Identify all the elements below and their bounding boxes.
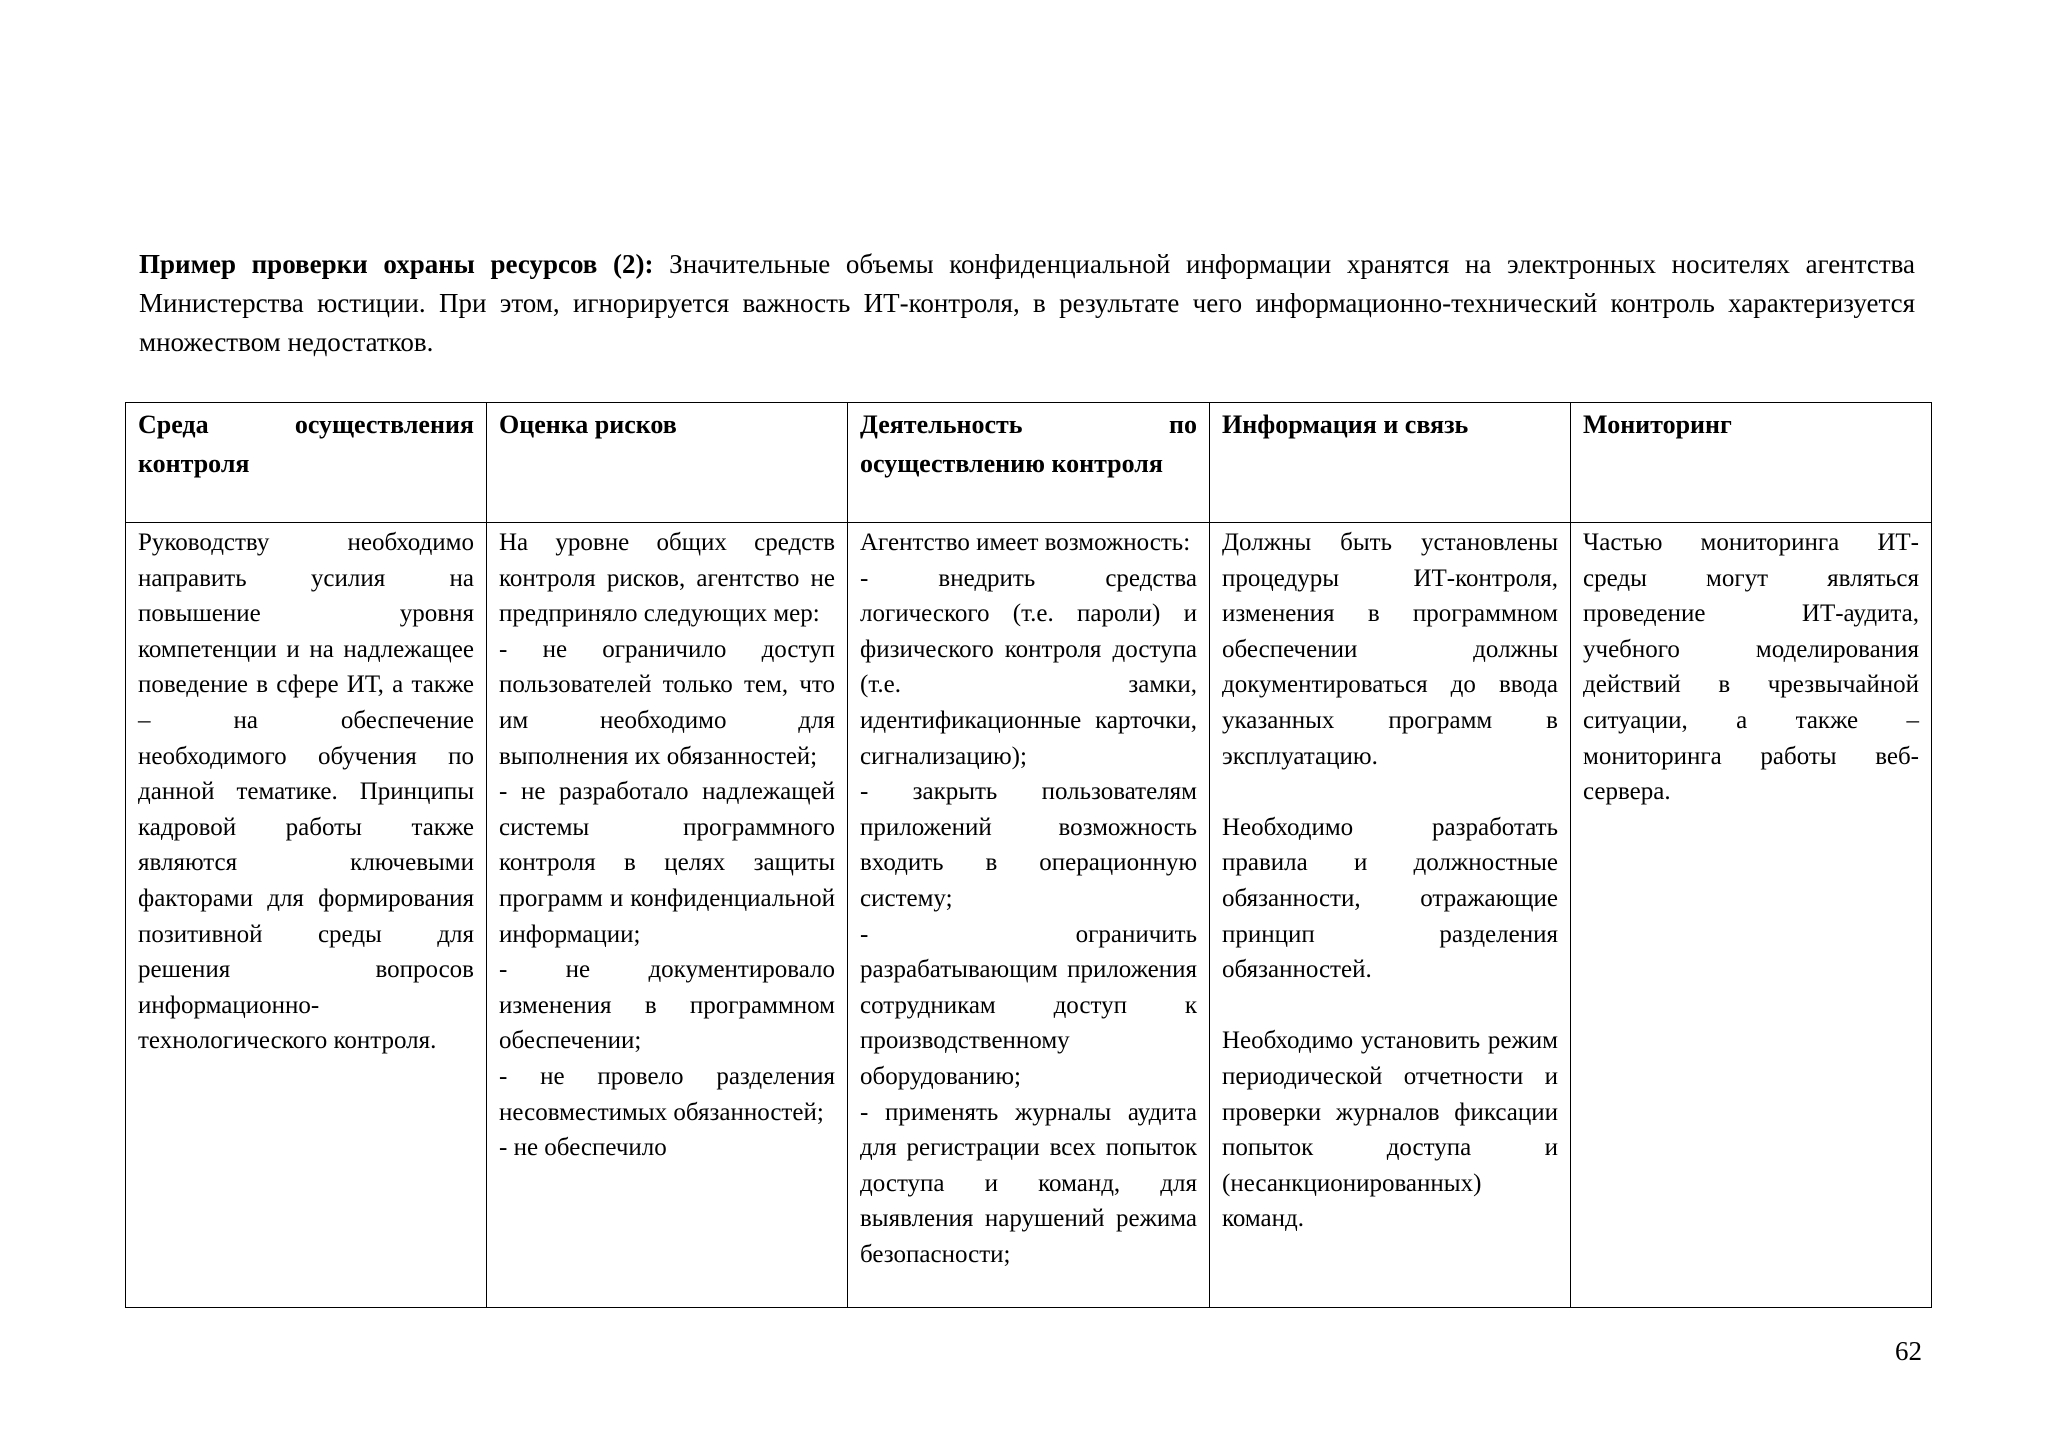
table-row	[126, 523, 1932, 1308]
intro-text: Значительные объемы конфиденциальной информации хранятся на электронных носителях агентства Министерства юстиции. При этом, игнорируется важность ИТ-контроля, в результате чего информационно-технический контроль характеризуется множеством недостатков.	[139, 249, 1915, 357]
cell-text: Руководству необходимо направить усилия на повышение уровня компетенции и на надлежащее поведение в сфере ИТ, а также – на обеспечение необходимого обучения по данной тематике. Принципы кадровой работы также являются ключевыми факторами для формирования позитивной среды для решения вопросов информационно-технологического контроля.	[138, 529, 474, 1055]
cell-text: Должны быть установлены процедуры ИТ-контроля, изменения в программном обеспечении должны документироваться до ввода указанных программ в эксплуатацию. Необходимо разработать правила и должностные обязанности, отражающие принцип разделения обязанностей. Необходимо установить режим периодической отчетности и проверки журналов фиксации попыток доступа и (несанкционированных) команд.	[1222, 529, 1558, 1233]
cell-control-environment	[126, 523, 487, 1308]
page-number: 62	[1895, 1336, 1922, 1366]
header-risk-assessment: Оценка рисков	[487, 403, 848, 523]
cell-text: На уровне общих средств контроля рисков, агентство не предприняло следующих мер: - не ограничило доступ пользователей только тем, что им необходимо для выполнения их обязанностей; - не разработало надлежащей системы программного контроля в целях защиты программ и конфиденциальной информации; - не документировало изменения в программном обеспечении; - не провело разделения несовместимых обязанностей; - не обеспечило	[499, 529, 835, 1162]
cell-text: Частью мониторинга ИТ-среды могут являться проведение ИТ-аудита, учебного моделирования действий в чрезвычайной ситуации, а также – мониторинга работы веб-сервера.	[1583, 529, 1919, 806]
cell-monitoring	[1571, 523, 1932, 1308]
cell-control-activities	[848, 523, 1210, 1308]
header-monitoring: Мониторинг	[1571, 403, 1932, 523]
cell-information-communication	[1210, 523, 1571, 1308]
cell-risk-assessment	[487, 523, 848, 1308]
control-components-table	[125, 402, 1932, 1308]
header-control-environment: Среда осуществления контроля	[126, 403, 487, 523]
table-header-row	[126, 403, 1932, 523]
cell-text: Агентство имеет возможность: - внедрить средства логического (т.е. пароли) и физического контроля доступа (т.е. замки, идентификационные карточки, сигнализацию); - закрыть пользователям приложений возможность входить в операционную систему; - ограничить разрабатывающим приложения сотрудникам доступ к производственному оборудованию; - применять журналы аудита для регистрации всех попыток доступа и команд, для выявления нарушений режима безопасности;	[860, 529, 1197, 1268]
intro-bold-label: Пример проверки охраны ресурсов (2):	[139, 249, 654, 279]
header-information-communication: Информация и связь	[1210, 403, 1571, 523]
intro-paragraph	[139, 245, 1915, 362]
header-control-activities: Деятельность по осуществлению контроля	[848, 403, 1210, 523]
